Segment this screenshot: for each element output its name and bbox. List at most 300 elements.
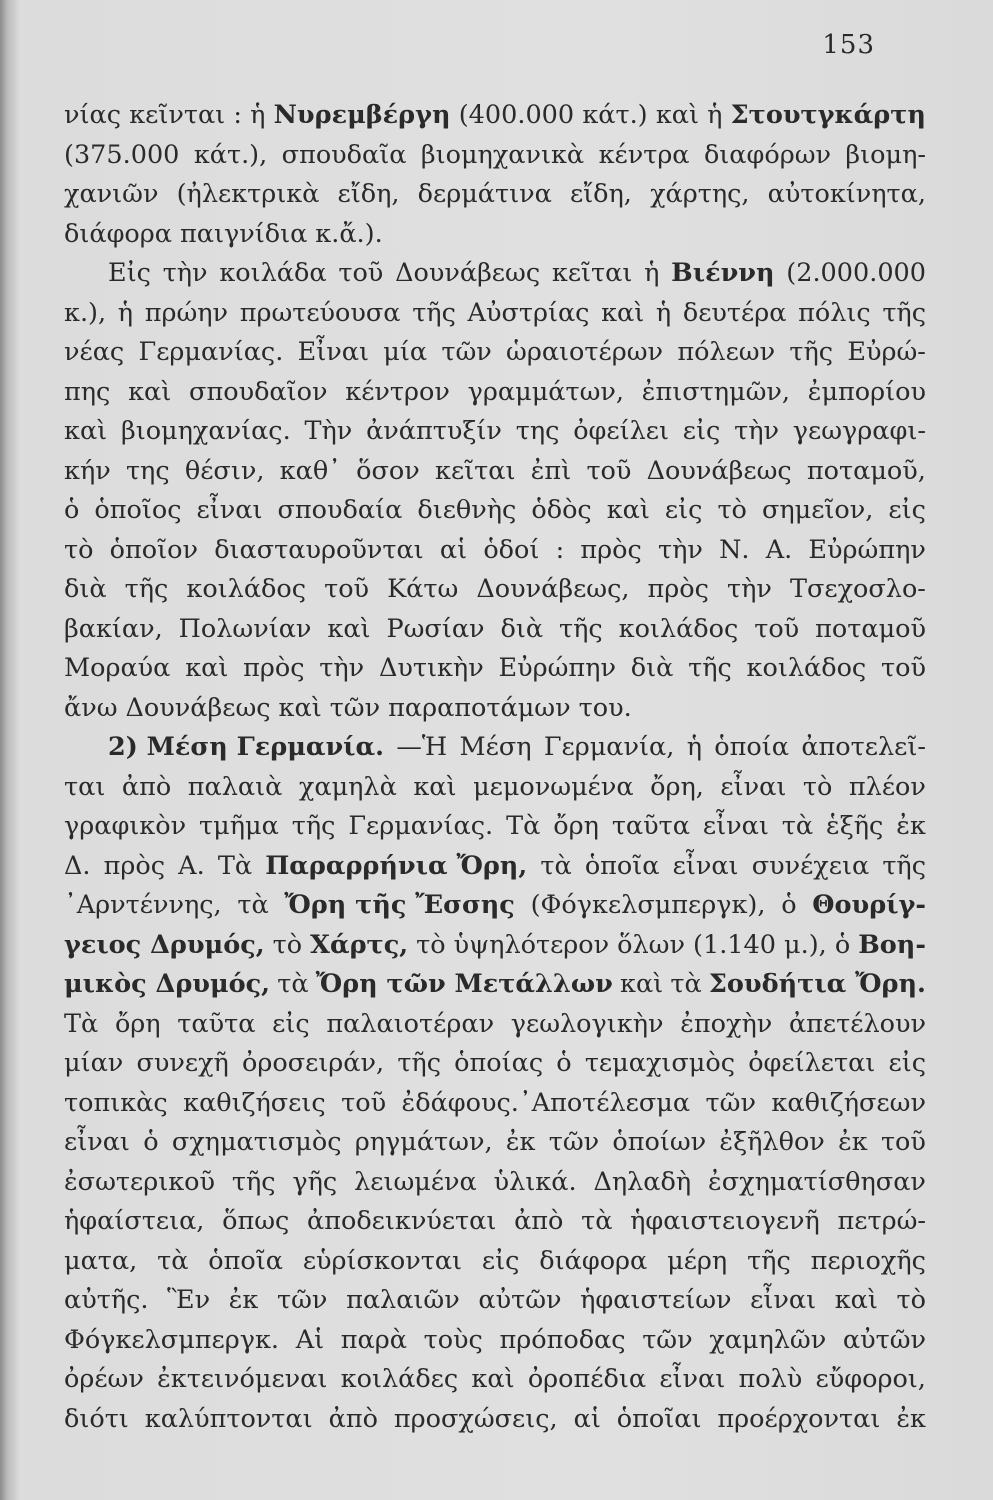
text-line <box>64 886 926 926</box>
text-line <box>64 807 926 847</box>
word: λειωμένα <box>354 1166 477 1197</box>
word: Κάτω <box>387 574 459 604</box>
word: τὴν <box>727 574 772 604</box>
word: νέας <box>64 337 125 367</box>
word: ὁ <box>64 495 80 525</box>
text-line <box>64 294 926 334</box>
word: εἰς <box>481 1245 520 1276</box>
word: πης <box>64 376 111 407</box>
text-line <box>64 412 926 452</box>
word: διὰ <box>500 613 544 644</box>
word: ὅλων <box>617 929 685 960</box>
word: ἀνάπτυξίν <box>366 416 502 446</box>
word: ἡ <box>707 100 723 130</box>
bold-term: μικὸς Δρυμός, <box>64 969 271 999</box>
word: τῆς <box>124 574 169 604</box>
word: Δουνάβεως <box>125 692 271 723</box>
word: μ.), <box>784 929 827 960</box>
word: ὄρη <box>114 1008 161 1039</box>
word: τμῆμα <box>199 811 279 841</box>
text-line <box>64 965 926 1005</box>
word: ὀροπέδια <box>527 1364 647 1394</box>
word: τὰ <box>670 969 702 999</box>
word: (400.000 <box>458 100 575 130</box>
word: ὁποῖα <box>584 850 660 881</box>
word: χανιῶν <box>64 179 159 209</box>
word: χάρτης, <box>650 179 750 209</box>
word: τῆς <box>231 1166 276 1197</box>
word: ἡφαίστεια, <box>64 1206 205 1236</box>
word: σπουδαῖον <box>189 376 328 407</box>
word: μίαν <box>64 1048 124 1078</box>
word: εἰς <box>888 495 926 525</box>
word: πλέον <box>848 771 926 802</box>
word: καθιζήσεων <box>771 1087 926 1118</box>
word: ὁ <box>556 1048 572 1078</box>
word: παλαιὰ <box>187 771 283 802</box>
word: καὶ <box>601 297 645 328</box>
word: τῆς <box>882 850 926 881</box>
word: Γερμανίας. <box>348 811 494 841</box>
word: τῆς <box>412 297 456 328</box>
word: καὶ <box>620 969 664 999</box>
text-line <box>64 570 926 610</box>
word: καὶ <box>128 376 172 407</box>
word: ποταμοῦ <box>815 613 926 644</box>
word: ὁποία <box>714 732 789 762</box>
word: ἀποτελεῖ- <box>801 732 926 762</box>
word: κεῖται <box>435 455 516 486</box>
word: σπουδαία <box>277 495 403 525</box>
text-line <box>64 136 926 176</box>
word: ἐδάφους.᾿Αποτέλεσμα <box>401 1087 691 1118</box>
bold-term: Βοη- <box>858 929 926 960</box>
word: τῶν <box>441 337 492 367</box>
word: γῆς <box>292 1166 338 1197</box>
word: ἐκ <box>228 1285 259 1315</box>
word: ἐποχὴν <box>680 1008 773 1039</box>
word: εἰς <box>272 1008 310 1039</box>
word: τὴν <box>734 416 779 446</box>
word: ἀποδεικνύεται <box>307 1206 497 1236</box>
text-line <box>64 1202 926 1242</box>
text-line <box>64 531 926 571</box>
word: του. <box>578 692 632 723</box>
word: ἡ <box>117 297 134 328</box>
text-line <box>64 728 926 768</box>
word: ἡφαιστειογενῆ <box>630 1206 820 1236</box>
word: ὁδοί <box>483 534 540 565</box>
word: εἶναι <box>750 1285 817 1315</box>
bold-term: 2) Μέση Γερμανία. <box>108 732 385 762</box>
word: τῆς <box>688 653 732 683</box>
word: τὸ <box>64 534 94 565</box>
word: Δουνάβεως <box>646 455 792 486</box>
word: εὔφοροι, <box>815 1364 926 1394</box>
word: ἑξῆς <box>826 811 884 841</box>
text-line <box>64 373 926 413</box>
word: μεμονωμένα <box>473 771 634 802</box>
word: Δουνάβεως, <box>476 574 630 604</box>
word: της <box>515 416 560 446</box>
word: διάφορα <box>539 1245 648 1276</box>
word: πρὸς <box>103 850 166 881</box>
word: τὴν <box>657 534 703 565</box>
word: ἐξῆλθον <box>719 1127 825 1157</box>
text-line <box>64 1084 926 1124</box>
word: Μοραύα <box>64 653 171 683</box>
word: αὐτῶν <box>478 1285 562 1315</box>
word: Τὰ <box>64 1008 99 1039</box>
word: (Φόγκελσμπεργκ), <box>530 890 766 920</box>
word: ὁ <box>834 929 851 960</box>
word: Ἓν <box>167 1285 211 1315</box>
word: παρὰ <box>340 1324 407 1355</box>
word: ὁποῖον <box>109 534 198 565</box>
word: κέντρα <box>598 139 690 170</box>
word: καὶ <box>327 613 371 644</box>
word: (375.000 <box>64 139 180 170</box>
bold-term: Νυρεμβέργη <box>273 100 451 130</box>
word: καὶ <box>606 495 650 525</box>
text-line <box>64 254 926 294</box>
word: Ν. <box>719 534 750 565</box>
word: τὸ <box>717 495 747 525</box>
word: προέρχονται <box>717 1403 881 1434</box>
word: Εὐρώπην <box>498 653 616 683</box>
word: πόλεων <box>677 337 776 367</box>
word: ἐσωτερικοῦ <box>64 1166 215 1197</box>
text-line <box>64 333 926 373</box>
word: ὄρη, <box>650 771 704 802</box>
word: ἐκ <box>896 1403 926 1434</box>
word: δευτέρα <box>682 297 787 328</box>
text-line <box>64 1163 926 1203</box>
text-line <box>64 847 926 887</box>
word: Εὐρώ- <box>847 337 926 367</box>
word: κοιλάδες <box>340 1364 459 1394</box>
bold-term: Σουδήτια Ὄρη. <box>708 969 926 999</box>
word: τὸ <box>896 1285 926 1315</box>
word: καθιζήσεις <box>183 1087 326 1118</box>
word: βιομη- <box>845 139 926 170</box>
word: εὑρίσκονται <box>302 1245 463 1276</box>
word: ἐκ <box>896 811 926 841</box>
word: κέντρον <box>345 376 450 407</box>
word: διάφορα <box>64 218 172 249</box>
word: χαμηλῶν <box>709 1324 827 1355</box>
word: πετρώ- <box>837 1206 926 1236</box>
word: αὐτοκίνητα, <box>767 179 926 209</box>
word: κ.), <box>64 297 107 328</box>
word: ἡ <box>655 297 672 328</box>
bold-term: Βιέννη <box>671 258 775 288</box>
word: ὁποίων <box>612 1127 707 1157</box>
text-line <box>64 649 926 689</box>
word: τοὺς <box>423 1324 483 1355</box>
text-line <box>64 1400 926 1440</box>
word: ἐπιστημῶν, <box>641 376 790 407</box>
word: τὴν <box>162 258 208 288</box>
word: τοῦ <box>880 1127 926 1157</box>
word: χαμηλὰ <box>298 771 397 802</box>
word: ὁδὸς <box>531 495 592 525</box>
word: τὰ <box>581 1206 613 1236</box>
text-line <box>64 175 926 215</box>
bold-term: Ὄρη τῶν Μετάλλων <box>315 969 613 999</box>
word: Φόγκελσμπεργκ. <box>64 1324 280 1355</box>
word: τὸ <box>416 929 446 960</box>
word: Πολωνίαν <box>178 613 312 644</box>
word: ὡραιοτέρων <box>506 337 664 367</box>
text-line <box>64 491 926 531</box>
word: βιομηχανίας. <box>120 416 291 446</box>
word: πρὸς <box>243 653 305 683</box>
word: τοῦ <box>754 613 800 644</box>
word: ὀροσειράν, <box>242 1048 385 1078</box>
word: παραποτάμων <box>388 692 571 723</box>
word: εἶναι <box>672 850 739 881</box>
word: Εὐρώπην <box>808 534 926 565</box>
word: διὰ <box>64 574 107 604</box>
word: Δ. <box>64 850 91 881</box>
word: διεθνὴς <box>417 495 517 525</box>
word: ὄρη <box>553 811 599 841</box>
word: προσχώσεις, <box>393 1403 558 1434</box>
word: τοῦ <box>880 653 926 683</box>
word: κάτ.), <box>193 139 268 170</box>
bold-term: Παραρρήνια Ὄρη, <box>265 850 528 881</box>
word: βιομηχανικὰ <box>420 139 585 170</box>
word: τῶν <box>277 1285 328 1315</box>
word: περιοχῆς <box>810 1245 926 1276</box>
text-line <box>64 610 926 650</box>
bold-term: γειος Δρυμός, <box>64 929 265 960</box>
word: Α. <box>765 534 793 565</box>
word: ὁ <box>143 1127 159 1157</box>
word: πρόποδας <box>499 1324 626 1355</box>
text-line <box>64 1321 926 1361</box>
word: τῆς <box>747 1245 791 1276</box>
word: Ρωσίαν <box>386 613 485 644</box>
word: εἶναι <box>64 1127 130 1157</box>
word: δερμάτινα <box>417 179 552 209</box>
bold-term: Ὄρη τῆς Ἔσσης <box>284 890 515 920</box>
word: ποταμοῦ, <box>806 455 926 486</box>
word: τῆς <box>559 613 603 644</box>
word: Αὐστρίας <box>467 297 590 328</box>
word: γεωλογικὴν <box>510 1008 664 1039</box>
word: διαφόρων <box>703 139 832 170</box>
word: Γερμανίας. <box>138 337 284 367</box>
word: (2.000.000 <box>786 258 926 288</box>
word: εἰς <box>664 495 703 525</box>
word: ἐκτεινόμεναι <box>157 1364 328 1394</box>
word: κεῖται <box>551 258 633 288</box>
word: ἐσχηματίσθησαν <box>708 1166 926 1197</box>
word: εἶναι <box>720 771 787 802</box>
word: διὰ <box>630 653 674 683</box>
text-line <box>64 1242 926 1282</box>
word: καὶ <box>834 1285 878 1315</box>
word: ὁποῖα <box>208 1245 283 1276</box>
word: Τὰ <box>506 811 541 841</box>
word: κοιλάδος <box>618 613 739 644</box>
text-line <box>64 1123 926 1163</box>
word: ὑψηλότερον <box>453 929 610 960</box>
word: τῆς <box>882 297 926 328</box>
word: τὸ <box>272 929 303 960</box>
word: αὐτῆς. <box>64 1285 149 1315</box>
text-line <box>64 1360 926 1400</box>
word: τεμαχισμὸς <box>584 1048 736 1078</box>
word: εἶναι <box>659 1364 726 1394</box>
bold-term: Χάρτς, <box>310 929 409 960</box>
word: τῶν <box>329 692 381 723</box>
word: τῆς <box>789 337 834 367</box>
word: τῆς <box>291 811 336 841</box>
word: ἡφαιστείων <box>580 1285 732 1315</box>
word: κάτ.) <box>582 100 648 130</box>
word: διότι <box>64 1403 129 1434</box>
word: καθ᾿ <box>279 455 341 486</box>
word: συνέχεια <box>751 850 870 881</box>
word: πρώην <box>144 297 229 328</box>
word: : <box>555 534 565 565</box>
body-text <box>64 96 926 1439</box>
word: Αἱ <box>295 1324 325 1355</box>
word: καὶ <box>655 100 699 130</box>
word: τοῦ <box>324 574 370 604</box>
bold-term: Θουρίγ- <box>812 890 926 920</box>
word: ἐμπορίου <box>807 376 926 407</box>
text-line <box>64 452 926 492</box>
word: καὶ <box>64 416 108 446</box>
word: τὰ <box>277 969 309 999</box>
word: τὰ <box>157 1245 189 1276</box>
word: πόλις <box>798 297 871 328</box>
word: σχηματισμὸς <box>171 1127 342 1157</box>
word: ὁποίας <box>454 1048 544 1078</box>
word: γραφικὸν <box>64 811 187 841</box>
word: ὁ <box>781 890 797 920</box>
word: ὀρέων <box>64 1364 144 1394</box>
word: διασταυροῦνται <box>214 534 424 565</box>
text-line <box>64 96 926 136</box>
word: πρωτεύουσα <box>239 297 401 328</box>
word: τῶν <box>705 1087 756 1118</box>
word: της <box>125 455 170 486</box>
word: τῶν <box>642 1324 693 1355</box>
word: ταῦτα <box>611 811 690 841</box>
word: ταῦτα <box>177 1008 256 1039</box>
text-line <box>64 1281 926 1321</box>
word: ἄνω <box>64 692 118 723</box>
word: κοιλάδα <box>219 258 327 288</box>
word: τοῦ <box>338 258 384 288</box>
word: μέρη <box>667 1245 728 1276</box>
page-number: 153 <box>822 30 875 60</box>
word: ἐκ <box>505 1127 536 1157</box>
word: Δηλαδὴ <box>593 1166 692 1197</box>
word: καὶ <box>471 1364 515 1394</box>
word: εἰς <box>682 416 721 446</box>
word: Α. <box>178 850 205 881</box>
word: ἀπετέλουν <box>788 1008 926 1039</box>
text-line <box>64 689 926 729</box>
word: ἐπὶ <box>530 455 572 486</box>
bold-term: Στουτγκάρτη <box>730 100 926 130</box>
text-line <box>64 215 926 255</box>
text-line <box>64 1005 926 1045</box>
word: συνεχῆ <box>136 1048 229 1078</box>
word: σπουδαῖα <box>281 139 407 170</box>
word: Τσεχοσλο- <box>789 574 926 604</box>
text-line <box>64 926 926 966</box>
word: εἴδη, <box>337 179 400 209</box>
word: αὐτῶν <box>842 1324 926 1355</box>
word: ἡ <box>686 732 702 762</box>
word: τὸ <box>802 771 833 802</box>
word: Δουνάβεως <box>395 258 541 288</box>
word: ἐκ <box>838 1127 868 1157</box>
word: τὰ <box>237 890 269 920</box>
word: αἱ <box>573 1403 601 1434</box>
word: καὶ <box>278 692 322 723</box>
word: καὶ <box>413 771 457 802</box>
word: παλαιῶν <box>346 1285 460 1315</box>
word: εἴδη, <box>569 179 632 209</box>
word: (1.140 <box>693 929 776 960</box>
word: ὁποῖαι <box>616 1403 702 1434</box>
word: ὅπως <box>222 1206 290 1236</box>
word: εἶναι <box>196 495 263 525</box>
word: θέσιν, <box>184 455 265 486</box>
word: κοιλάδος <box>746 653 867 683</box>
word: καλύπτονται <box>144 1403 313 1434</box>
word: ται <box>64 771 106 802</box>
word: παιγνίδια <box>180 218 308 249</box>
word: ὑλικά. <box>493 1166 577 1197</box>
word: ἡ <box>644 258 660 288</box>
word: ἀπὸ <box>121 771 172 802</box>
word: κ.ἄ.). <box>315 218 383 249</box>
word: ματα, <box>64 1245 138 1276</box>
word: κοιλάδος <box>186 574 307 604</box>
word: Δυτικὴν <box>378 653 484 683</box>
word: —Ἡ <box>396 732 448 762</box>
word: (ἠλεκτρικὰ <box>176 179 320 209</box>
word: τῶν <box>548 1127 600 1157</box>
word: καὶ <box>185 653 229 683</box>
word: ὀφείλεται <box>748 1048 876 1078</box>
word: τοῦ <box>586 455 632 486</box>
word: πρὸς <box>647 574 709 604</box>
text-line <box>64 768 926 808</box>
word: Τὰ <box>217 850 253 881</box>
word: εἰς <box>888 1048 926 1078</box>
word: πρὸς <box>580 534 642 565</box>
text-line <box>64 1044 926 1084</box>
word: βακίαν, <box>64 613 163 644</box>
word: τῆς <box>397 1048 441 1078</box>
word: ἡ <box>250 100 266 130</box>
word: μία <box>383 337 428 367</box>
word: τοῦ <box>341 1087 387 1118</box>
word: εἶναι <box>702 811 769 841</box>
word: : <box>233 100 242 130</box>
word: Μέση <box>459 732 532 762</box>
